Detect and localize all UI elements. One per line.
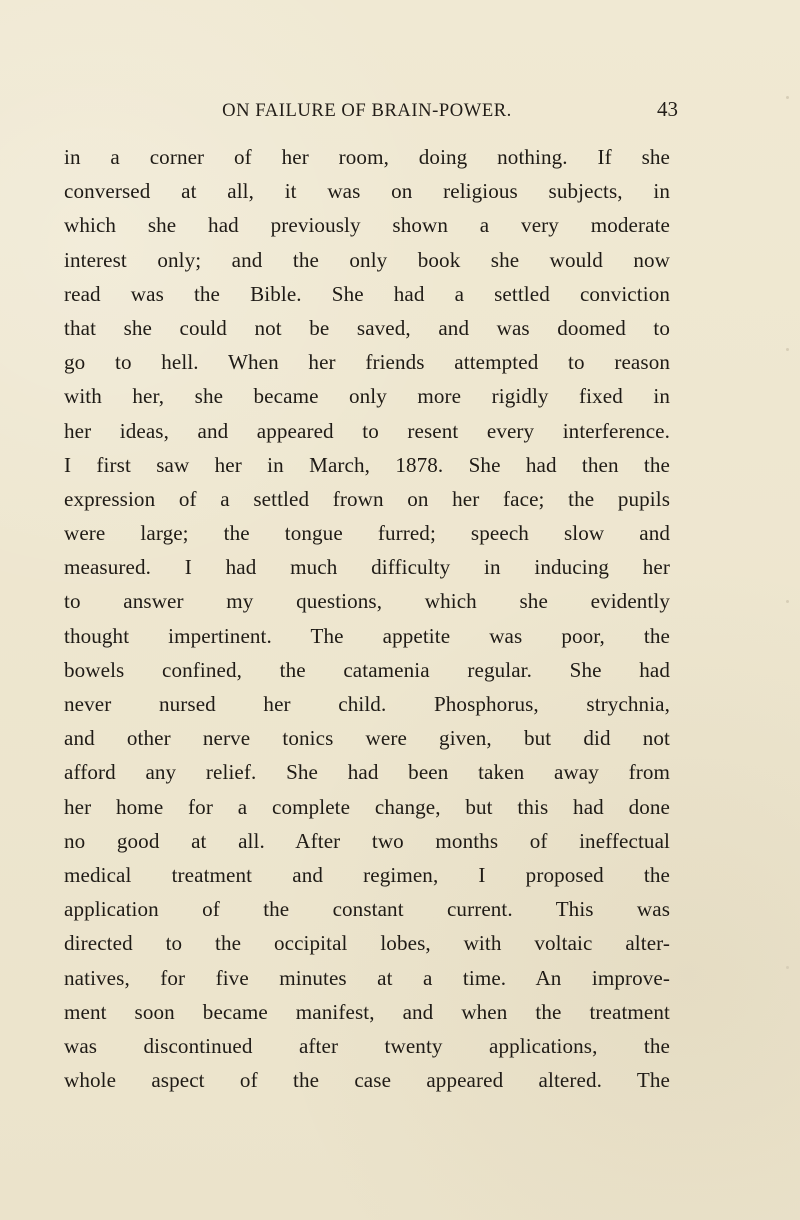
text-line: interest only; and the only book she would now xyxy=(64,247,670,272)
text-line: go to hell. When her friends attempted to reason xyxy=(64,350,670,375)
page-number: 43 xyxy=(657,97,678,121)
text-line: thought impertinent. The appetite was poor, the xyxy=(64,623,670,648)
text-line: ment soon became manifest, and when the treatment xyxy=(64,999,670,1024)
running-head: ON FAILURE OF BRAIN-POWER. xyxy=(222,100,512,121)
text-line: and other nerve tonics were given, but did not xyxy=(64,726,670,751)
text-line: natives, for five minutes at a time. An improve- xyxy=(64,965,670,990)
text-line: read was the Bible. She had a settled conviction xyxy=(64,281,670,306)
text-line: with her, she became only more rigidly fixed in xyxy=(64,384,670,409)
paper-speck xyxy=(786,966,789,969)
paper-speck xyxy=(786,600,789,603)
text-line: whole aspect of the case appeared altered. The xyxy=(64,1068,670,1093)
text-line: to answer my questions, which she evidently xyxy=(64,589,670,614)
text-line: never nursed her child. Phosphorus, strychnia, xyxy=(64,692,670,716)
text-line: afford any relief. She had been taken away from xyxy=(64,760,670,785)
text-line: was discontinued after twenty applications, the xyxy=(64,1033,670,1058)
text-line: which she had previously shown a very moderate xyxy=(64,213,670,238)
paper-speck xyxy=(786,96,789,99)
text-line: no good at all. After two months of ineffectual xyxy=(64,828,670,853)
text-line: in a corner of her room, doing nothing. If she xyxy=(64,145,670,169)
text-line: bowels confined, the catamenia regular. She had xyxy=(64,657,670,682)
text-line: medical treatment and regimen, I proposed the xyxy=(64,862,670,887)
paper-speck xyxy=(786,348,789,351)
page-header xyxy=(64,94,678,128)
text-line: expression of a settled frown on her face; the pupils xyxy=(64,486,670,511)
text-line: that she could not be saved, and was doomed to xyxy=(64,315,670,340)
text-line: her ideas, and appeared to resent every interference. xyxy=(64,418,670,443)
body-text xyxy=(64,140,670,1097)
text-line: directed to the occipital lobes, with voltaic alter- xyxy=(64,931,670,956)
text-line: her home for a complete change, but this had done xyxy=(64,794,670,819)
text-line: application of the constant current. This was xyxy=(64,897,670,922)
text-line: were large; the tongue furred; speech slow and xyxy=(64,521,670,546)
text-line: I first saw her in March, 1878. She had then the xyxy=(64,452,670,477)
text-line: measured. I had much difficulty in inducing her xyxy=(64,555,670,580)
text-line: conversed at all, it was on religious subjects, in xyxy=(64,179,670,204)
